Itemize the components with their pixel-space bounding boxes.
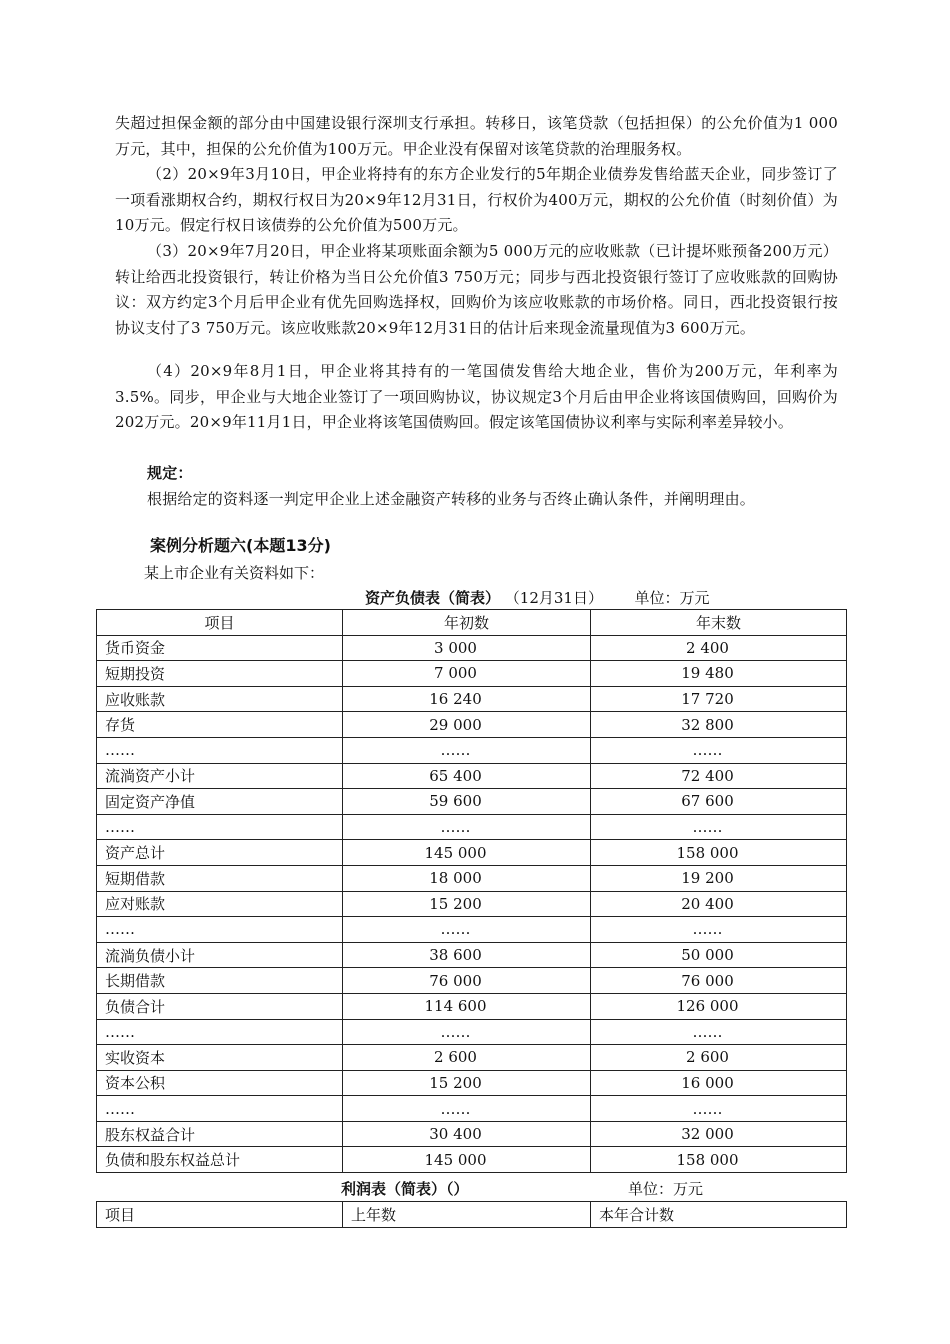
row-label: 负债和股东权益总计: [97, 1147, 343, 1173]
row-label: 应收账款: [97, 686, 343, 712]
opening-value: ……: [343, 917, 591, 943]
header-this-year: 本年合计数: [591, 1202, 847, 1228]
paragraph-item-3: （3）20×9年7月20日，甲企业将某项账面余额为5 000万元的应收账款（已计提坏账预备200万元）转让给西北投资银行，转让价格为当日公允价值3 750万元；同步与西北投资银行签订了应收账款的回购协议：双方约定3个月后甲企业有优先回购选择权，回购价为该应收账款的市场价格。同日，西北投资银行按协议支付了3 750万元。该应收账款20×9年12月31日的估计后来现金流量现值为3 600万元。: [115, 242, 838, 337]
row-label: 流淌资产小计: [97, 763, 343, 789]
table-row: [97, 1045, 847, 1071]
table-row: [97, 865, 847, 891]
header-item: 项目: [97, 610, 343, 636]
table-row: [97, 993, 847, 1019]
row-label: 短期投资: [97, 661, 343, 687]
table-row: [97, 814, 847, 840]
table-row: [97, 1147, 847, 1173]
closing-value: 2 400: [591, 635, 847, 661]
row-label: 短期借款: [97, 865, 343, 891]
income-statement-unit: 单位：万元: [628, 1180, 704, 1198]
opening-value: 30 400: [343, 1121, 591, 1147]
opening-value: 114 600: [343, 993, 591, 1019]
balance-sheet-date: （12月31日）: [504, 589, 603, 607]
row-label: 应对账款: [97, 891, 343, 917]
closing-value: 72 400: [591, 763, 847, 789]
table-row: [97, 789, 847, 815]
row-label: 资产总计: [97, 840, 343, 866]
opening-value: 38 600: [343, 942, 591, 968]
closing-value: 158 000: [591, 1147, 847, 1173]
header-last-year: 上年数: [343, 1202, 591, 1228]
table-row: [97, 763, 847, 789]
closing-value: 50 000: [591, 942, 847, 968]
row-label: 货币资金: [97, 635, 343, 661]
opening-value: ……: [343, 1096, 591, 1122]
closing-value: 32 000: [591, 1121, 847, 1147]
opening-value: 76 000: [343, 968, 591, 994]
row-label: 资本公积: [97, 1070, 343, 1096]
opening-value: 65 400: [343, 763, 591, 789]
opening-value: 145 000: [343, 840, 591, 866]
row-label: 长期借款: [97, 968, 343, 994]
case-intro: 某上市企业有关资料如下：: [144, 564, 325, 582]
row-label: ……: [97, 814, 343, 840]
closing-value: 16 000: [591, 1070, 847, 1096]
closing-value: ……: [591, 1096, 847, 1122]
closing-value: 19 480: [591, 661, 847, 687]
table-row: [97, 635, 847, 661]
balance-sheet-caption: [365, 587, 710, 608]
balance-sheet-unit: 单位：万元: [634, 589, 710, 607]
opening-value: ……: [343, 814, 591, 840]
row-label: 流淌负债小计: [97, 942, 343, 968]
row-label: ……: [97, 1096, 343, 1122]
table-row: [97, 686, 847, 712]
paragraph-item-2: （2）20×9年3月10日，甲企业将持有的东方企业发行的5年期企业债券发售给蓝天企业，同步签订了一项看涨期权合约，期权行权日为20×9年12月31日，行权价为400万元，期权的公允价值（时刻价值）为10万元。假定行权日该债券的公允价值为500万元。: [115, 165, 838, 235]
row-label: 固定资产净值: [97, 789, 343, 815]
row-label: 存货: [97, 712, 343, 738]
header-opening: 年初数: [343, 610, 591, 636]
opening-value: 18 000: [343, 865, 591, 891]
opening-value: 15 200: [343, 891, 591, 917]
requirement-label: 规定：: [147, 464, 193, 482]
income-statement-table: [96, 1201, 847, 1228]
opening-value: 59 600: [343, 789, 591, 815]
table-row: [97, 712, 847, 738]
row-label: ……: [97, 737, 343, 763]
row-label: ……: [97, 917, 343, 943]
closing-value: ……: [591, 737, 847, 763]
table-row: [97, 1121, 847, 1147]
opening-value: 15 200: [343, 1070, 591, 1096]
closing-value: 2 600: [591, 1045, 847, 1071]
opening-value: 16 240: [343, 686, 591, 712]
row-label: ……: [97, 1019, 343, 1045]
row-label: 股东权益合计: [97, 1121, 343, 1147]
opening-value: 2 600: [343, 1045, 591, 1071]
paragraph-continued: 失超过担保金额的部分由中国建设银行深圳支行承担。转移日，该笔贷款（包括担保）的公允价值为1 000万元，其中，担保的公允价值为100万元。甲企业没有保留对该笔贷款的治理服务权。: [115, 114, 838, 158]
table-row: [97, 661, 847, 687]
closing-value: 158 000: [591, 840, 847, 866]
closing-value: 32 800: [591, 712, 847, 738]
case-heading: 案例分析题六(本题13分): [150, 536, 331, 555]
closing-value: ……: [591, 814, 847, 840]
income-statement-caption: [341, 1178, 469, 1199]
table-row: [97, 1096, 847, 1122]
closing-value: 19 200: [591, 865, 847, 891]
table-row: [97, 1070, 847, 1096]
table-row: [97, 968, 847, 994]
row-label: 实收资本: [97, 1045, 343, 1071]
opening-value: ……: [343, 1019, 591, 1045]
closing-value: 67 600: [591, 789, 847, 815]
balance-sheet-title: 资产负债表（简表）: [365, 589, 501, 607]
table-row: [97, 942, 847, 968]
opening-value: 145 000: [343, 1147, 591, 1173]
balance-sheet-table: [96, 609, 847, 1173]
opening-value: 29 000: [343, 712, 591, 738]
closing-value: 20 400: [591, 891, 847, 917]
row-label: 负债合计: [97, 993, 343, 1019]
closing-value: 17 720: [591, 686, 847, 712]
opening-value: 3 000: [343, 635, 591, 661]
table-row: [97, 737, 847, 763]
closing-value: ……: [591, 1019, 847, 1045]
table-row: [97, 917, 847, 943]
closing-value: 126 000: [591, 993, 847, 1019]
table-row: [97, 840, 847, 866]
table-row: [97, 1019, 847, 1045]
income-statement-title: 利润表（简表）（）: [341, 1180, 469, 1198]
closing-value: ……: [591, 917, 847, 943]
requirement-text: 根据给定的资料逐一判定甲企业上述金融资产转移的业务与否终止确认条件，并阐明理由。: [147, 490, 756, 508]
header-closing: 年末数: [591, 610, 847, 636]
table-header-row: [97, 610, 847, 636]
header-item: 项目: [97, 1202, 343, 1228]
paragraph-item-4: （4）20×9年8月1日，甲企业将其持有的一笔国债发售给大地企业，售价为200万元，年利率为3.5%。同步，甲企业与大地企业签订了一项回购协议，协议规定3个月后由甲企业将该国债购回，回购价为202万元。20×9年11月1日，甲企业将该笔国债购回。假定该笔国债协议利率与实际利率差异较小。: [115, 362, 838, 432]
opening-value: 7 000: [343, 661, 591, 687]
table-row: [97, 891, 847, 917]
opening-value: ……: [343, 737, 591, 763]
closing-value: 76 000: [591, 968, 847, 994]
table-header-row: [97, 1202, 847, 1228]
